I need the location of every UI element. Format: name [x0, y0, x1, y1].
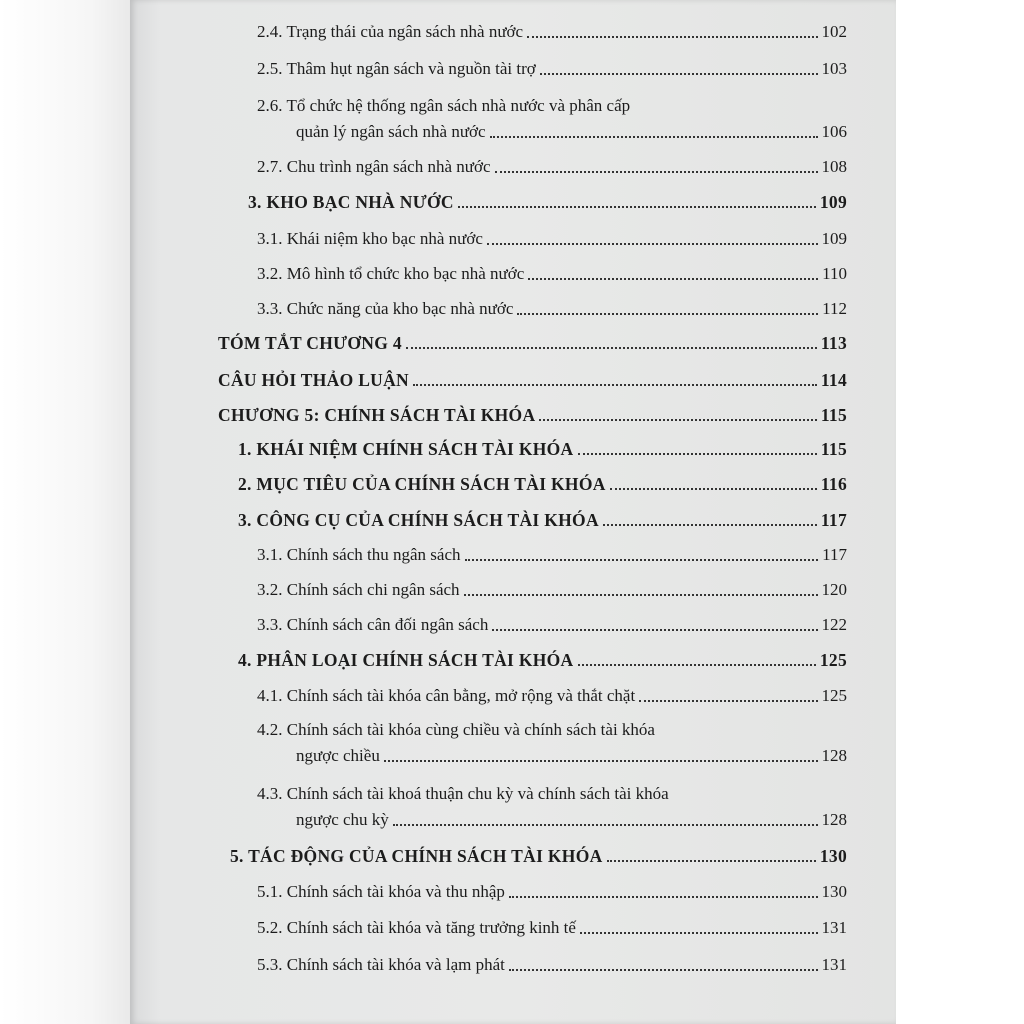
- toc-entry-title: quản lý ngân sách nhà nước: [296, 122, 486, 141]
- toc-entry-3-2: [257, 264, 847, 284]
- toc-entry-c5-5: [230, 846, 847, 866]
- toc-entry-3-1: [257, 229, 847, 249]
- leader-dots: [527, 35, 817, 38]
- toc-entry-title: ngược chiều: [296, 746, 380, 765]
- toc-entry-title: 5. TÁC ĐỘNG CỦA CHÍNH SÁCH TÀI KHÓA: [230, 846, 603, 866]
- toc-page-number: 109: [819, 192, 847, 212]
- leader-dots: [393, 823, 818, 826]
- toc-entry-title: ngược chu kỳ: [296, 810, 389, 829]
- toc-entry-title: 3.1. Khái niệm kho bạc nhà nước: [257, 229, 483, 248]
- leader-dots: [509, 968, 818, 971]
- toc-entry-c5-3: [238, 510, 847, 530]
- toc-page-number: 122: [821, 615, 847, 634]
- left-margin: [0, 0, 130, 1024]
- toc-entry-c5-4-2: [296, 746, 847, 766]
- toc-entry-c5-2: [238, 474, 847, 494]
- toc-entry-3: [248, 192, 847, 212]
- toc-entry-c5-5-3: [257, 955, 847, 975]
- leader-dots: [495, 170, 818, 173]
- leader-dots: [492, 628, 817, 631]
- leader-dots: [517, 312, 818, 315]
- leader-dots: [540, 72, 818, 75]
- toc-page-number: 102: [821, 22, 847, 41]
- toc-page-number: 115: [820, 439, 847, 459]
- toc-page-number: 131: [821, 955, 847, 974]
- toc-entry-title: TÓM TẮT CHƯƠNG 4: [218, 333, 402, 353]
- toc-entry-title: 3.3. Chính sách cân đối ngân sách: [257, 615, 489, 634]
- toc-page-number: 131: [821, 918, 847, 937]
- toc-page-number: 112: [822, 299, 847, 318]
- toc-entry-c5-5-2: [257, 918, 847, 938]
- leader-dots: [406, 346, 817, 349]
- leader-dots: [639, 699, 817, 702]
- toc-entry-cau-hoi: [218, 370, 847, 390]
- leader-dots: [603, 523, 817, 526]
- toc-page-number: 103: [821, 59, 847, 78]
- toc-entry-c5-4-2-line1: 4.2. Chính sách tài khóa cùng chiều và chính sách tài khóa: [257, 720, 655, 739]
- toc-entry-c5-3-1: [257, 545, 847, 565]
- toc-entry-title: 3.1. Chính sách thu ngân sách: [257, 545, 461, 564]
- leader-dots: [413, 383, 817, 386]
- leader-dots: [578, 452, 817, 455]
- toc-entry-c5-4: [238, 650, 847, 670]
- toc-entry-title: 3.2. Mô hình tổ chức kho bạc nhà nước: [257, 264, 525, 283]
- toc-page-number: 106: [821, 122, 847, 141]
- book-page: [130, 0, 896, 1024]
- toc-entry-c5-3-3: [257, 615, 847, 635]
- toc-entry-title: 3. CÔNG CỤ CỦA CHÍNH SÁCH TÀI KHÓA: [238, 510, 599, 530]
- toc-entry-title: 1. KHÁI NIỆM CHÍNH SÁCH TÀI KHÓA: [238, 439, 574, 459]
- toc-entry-2-4: [257, 22, 847, 42]
- toc-entry-title: 2.5. Thâm hụt ngân sách và nguồn tài trợ: [257, 59, 536, 78]
- leader-dots: [464, 593, 818, 596]
- toc-entry-2-7: [257, 157, 847, 177]
- toc-entry-title: 2.4. Trạng thái của ngân sách nhà nước: [257, 22, 524, 41]
- leader-dots: [509, 895, 818, 898]
- toc-page-number: 128: [821, 746, 847, 765]
- toc-entry-c5-5-1: [257, 882, 847, 902]
- leader-dots: [578, 663, 816, 666]
- toc-entry-title: 4. PHÂN LOẠI CHÍNH SÁCH TÀI KHÓA: [238, 650, 574, 670]
- toc-entry-c5-4-3: [296, 810, 847, 830]
- toc-entry-title: 5.2. Chính sách tài khóa và tăng trưởng kinh tế: [257, 918, 576, 937]
- toc-entry-3-3: [257, 299, 847, 319]
- toc-entry-2-6-line1: 2.6. Tổ chức hệ thống ngân sách nhà nước và phân cấp: [257, 96, 631, 115]
- toc-entry-c5-1: [238, 439, 847, 459]
- toc-page-number: 117: [822, 545, 847, 564]
- toc-entry-title: 3.2. Chính sách chi ngân sách: [257, 580, 460, 599]
- toc-page-number: 110: [822, 264, 847, 283]
- toc-page-number: 130: [819, 846, 847, 866]
- toc-entry-c5-3-2: [257, 580, 847, 600]
- toc-page-number: 120: [821, 580, 847, 599]
- toc-page-number: 113: [820, 333, 847, 353]
- leader-dots: [539, 418, 816, 421]
- toc-page-number: 125: [821, 686, 847, 705]
- toc-page-number: 117: [820, 510, 847, 530]
- toc-entry-title: 2.7. Chu trình ngân sách nhà nước: [257, 157, 491, 176]
- toc-entry-c5-4-3-line1: 4.3. Chính sách tài khoá thuận chu kỳ và chính sách tài khóa: [257, 784, 669, 803]
- toc-page-number: 108: [821, 157, 847, 176]
- toc-page-number: 116: [820, 474, 847, 494]
- leader-dots: [384, 759, 818, 762]
- leader-dots: [487, 242, 818, 245]
- right-margin: [896, 0, 1024, 1024]
- toc-entry-tom-tat: [218, 333, 847, 353]
- leader-dots: [610, 487, 817, 490]
- leader-dots: [528, 277, 818, 280]
- toc-entry-2-6: [296, 122, 847, 142]
- leader-dots: [465, 558, 819, 561]
- table-of-contents: [130, 0, 896, 1024]
- toc-entry-title: 3.3. Chức năng của kho bạc nhà nước: [257, 299, 514, 318]
- toc-entry-title: CÂU HỎI THẢO LUẬN: [218, 370, 409, 390]
- leader-dots: [458, 205, 816, 208]
- leader-dots: [580, 931, 818, 934]
- leader-dots: [607, 859, 816, 862]
- toc-entry-title: 2. MỤC TIÊU CỦA CHÍNH SÁCH TÀI KHÓA: [238, 474, 606, 494]
- toc-entry-c5-4-1: [257, 686, 847, 706]
- toc-page-number: 128: [821, 810, 847, 829]
- toc-page-number: 125: [819, 650, 847, 670]
- toc-page-number: 130: [821, 882, 847, 901]
- toc-page-number: 109: [821, 229, 847, 248]
- toc-entry-title: 5.3. Chính sách tài khóa và lạm phát: [257, 955, 505, 974]
- toc-entry-title: 4.1. Chính sách tài khóa cân bằng, mở rộng và thắt chặt: [257, 686, 636, 705]
- toc-entry-chuong-5: [218, 405, 847, 425]
- toc-entry-title: CHƯƠNG 5: CHÍNH SÁCH TÀI KHÓA: [218, 405, 536, 425]
- toc-entry-title: 3. KHO BẠC NHÀ NƯỚC: [248, 192, 454, 212]
- toc-entry-2-5: [257, 59, 847, 79]
- leader-dots: [490, 135, 818, 138]
- toc-page-number: 114: [820, 370, 847, 390]
- toc-entry-title: 5.1. Chính sách tài khóa và thu nhập: [257, 882, 505, 901]
- toc-page-number: 115: [820, 405, 847, 425]
